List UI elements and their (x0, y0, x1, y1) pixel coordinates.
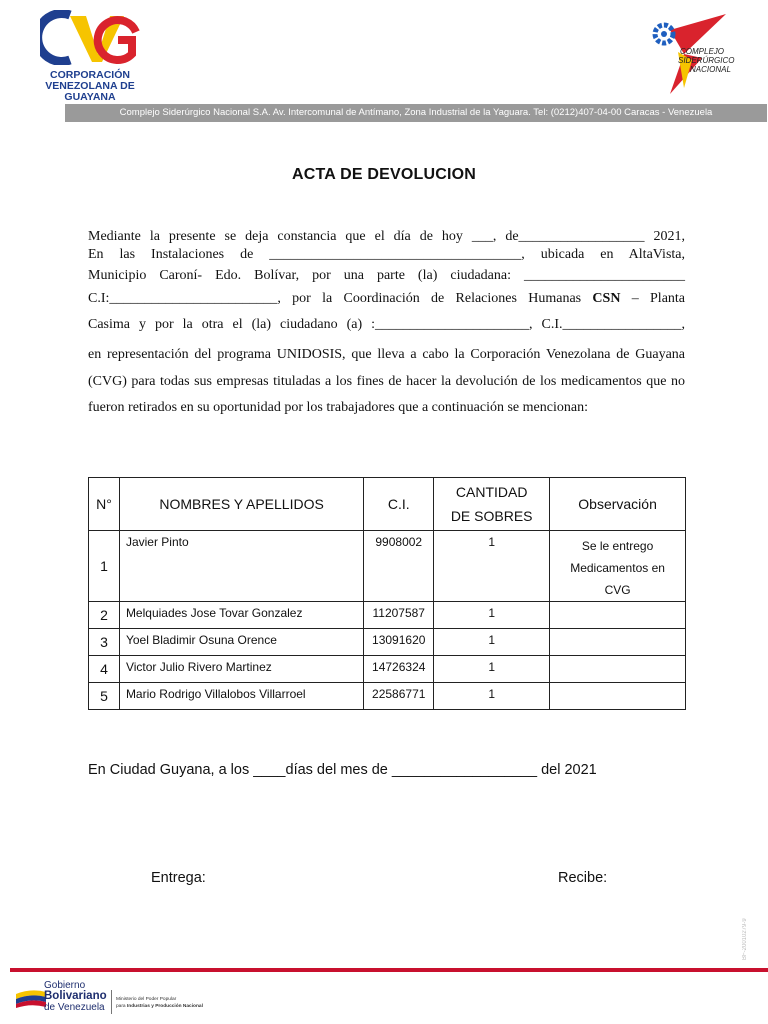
ministry-text (116, 996, 203, 1010)
footer-divider (111, 990, 112, 1014)
csn-line3: NACIONAL (690, 65, 731, 74)
row-observation (550, 683, 686, 710)
row-observation: Se le entrego Medicamentos en CVG (550, 531, 686, 602)
ministry-name: Industrias y Producción Nacional (126, 1004, 203, 1009)
row-number: 2 (89, 602, 120, 629)
signature-recibe-label: Recibe: (558, 870, 608, 886)
table-row (89, 656, 686, 683)
venezuela-flag-icon (16, 986, 46, 1008)
row-quantity: 1 (434, 629, 550, 656)
footer-red-line (10, 968, 768, 972)
ministry-line2 (116, 1003, 203, 1010)
ministry-para: para (116, 1004, 126, 1009)
cvg-name-line1: CORPORACIÓN (50, 69, 130, 81)
ministry-line1: Ministerio del Poder Popular (116, 997, 177, 1002)
row-name: Javier Pinto (119, 531, 363, 602)
row-quantity: 1 (434, 656, 550, 683)
gob-line3: de Venezuela (44, 1002, 105, 1013)
row-quantity: 1 (434, 531, 550, 602)
col-header-quantity: CANTIDAD DE SOBRES (434, 478, 550, 531)
gob-line1: Gobierno (44, 980, 86, 991)
col-header-ci: C.I. (364, 478, 434, 531)
address-bar (65, 104, 767, 122)
row-name: Victor Julio Rivero Martinez (119, 656, 363, 683)
body-line-2: En las Instalaciones de ____________________________________, ubicada en AltaVista, (88, 247, 685, 262)
row-quantity: 1 (434, 683, 550, 710)
row-ci: 22586771 (364, 683, 434, 710)
body-line-5: Casima y por la otra el (la) ciudadano (a) :______________________, C.I._________________, (88, 317, 685, 332)
col-header-names: NOMBRES Y APELLIDOS (119, 478, 363, 531)
row-observation (550, 656, 686, 683)
row-number: 4 (89, 656, 120, 683)
gob-line2: Bolivariano (44, 990, 107, 1002)
row-observation (550, 602, 686, 629)
cvg-name-line2: VENEZOLANA DE GUAYANA (45, 80, 135, 103)
row-observation (550, 629, 686, 656)
body-line-4c: – Planta (631, 291, 686, 306)
row-ci: 11207587 (364, 602, 434, 629)
closing-date-line: En Ciudad Guyana, a los ____días del mes de __________________ del 2021 (88, 762, 597, 778)
cvg-logo (40, 10, 140, 65)
col-header-observation: Observación (550, 478, 686, 531)
body-line-3: Municipio Caroní- Edo. Bolívar, por una parte (la) ciudadana: _______________________ (88, 268, 685, 283)
row-number: 5 (89, 683, 120, 710)
cvg-company-name (20, 70, 160, 103)
table-row (89, 629, 686, 656)
row-quantity: 1 (434, 602, 550, 629)
returns-table (88, 477, 686, 710)
gobierno-logo-text (44, 980, 107, 1013)
csn-bold: CSN (592, 291, 621, 306)
row-ci: 14726324 (364, 656, 434, 683)
body-line-4a: C.I:________________________, por la Coordinación de Relaciones Humanas (88, 291, 582, 306)
table-header-row (89, 478, 686, 531)
table-row (89, 602, 686, 629)
row-ci: 9908002 (364, 531, 434, 602)
body-line-1: Mediante la presente se deja constancia que el día de hoy ___, de__________________ 2021, (88, 229, 685, 244)
signature-entrega-label: Entrega: (151, 870, 206, 886)
document-code: BF-20010279-9 (742, 918, 748, 960)
row-ci: 13091620 (364, 629, 434, 656)
col-header-number: N° (89, 478, 120, 531)
table-row (89, 683, 686, 710)
row-name: Mario Rodrigo Villalobos Villarroel (119, 683, 363, 710)
table-row (89, 531, 686, 602)
csn-logo (640, 12, 750, 94)
row-number: 3 (89, 629, 120, 656)
csn-line2: SIDERÚRGICO (678, 56, 735, 65)
csn-line1: COMPLEJO (680, 47, 725, 56)
body-paragraph (88, 228, 685, 422)
document-title: ACTA DE DEVOLUCION (291, 166, 477, 183)
body-line-4 (88, 290, 685, 308)
row-name: Melquiades Jose Tovar Gonzalez (119, 602, 363, 629)
row-name: Yoel Bladimir Osuna Orence (119, 629, 363, 656)
row-number: 1 (89, 531, 120, 602)
address-text: Complejo Siderúrgico Nacional S.A. Av. Intercomunal de Antímano, Zona Industrial de la Yaguara. Tel: (0212)407-04-00 Caracas - Venezuela (119, 107, 713, 118)
body-paragraph-2: en representación del programa UNIDOSIS, que lleva a cabo la Corporación Venezolana de Guayana (CVG) para todas sus empresas tituladas a los fines de hacer la devolución de los medicamentos que no fueron retirados en su oportunidad por los trabajadores que a continuación se mencionan: (88, 347, 685, 415)
